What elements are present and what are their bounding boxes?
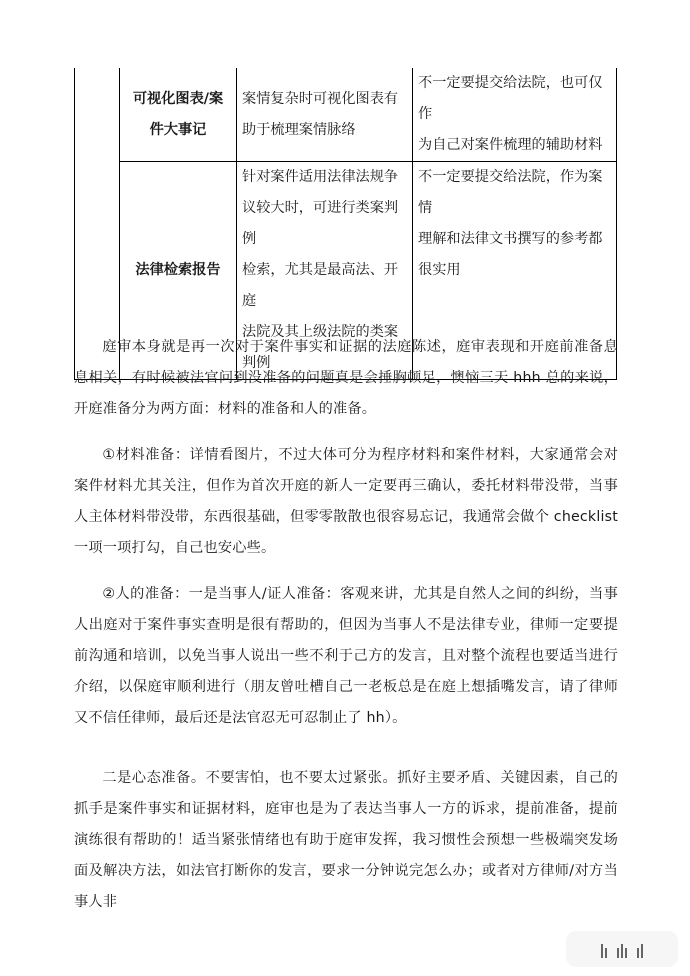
body-paragraph: 二是心态准备。不要害怕，也不要太过紧张。抓好主要矛盾、关键因素，自己的抓手是案件事实和证据材料，庭审也是为了表达当事人一方的诉求，提前准备，提前演练很有帮助的！适当紧张情绪也有助于庭审发挥，我习惯性会预想一些极端突发场面及解决方法，如法官打断你的发言，要求一分钟说完怎么办；或者对方律师/对方当事人非 <box>74 770 618 910</box>
item-note-cell <box>413 68 617 162</box>
note-line: 很实用 <box>418 262 461 278</box>
body-paragraph: ②人的准备：一是当事人/证人准备：客观来讲，尤其是自然人之间的纠纷，当事人出庭对于案件事实查明是很有帮助的，但因为当事人不是法律专业，律师一定要提前沟通和培训，以免当事人说出一些不利于己方的发言，且对整个流程也要适当进行介绍，以保庭审顺利进行（朋友曾吐槽自己一老板总是在庭上想插嘴发言，请了律师又不信任律师，最后还是法官忍无可忍制止了 hh）。 <box>74 586 618 726</box>
description-line: 议较大时，可进行类案判例 <box>242 200 399 247</box>
description-line: 针对案件适用法律法规争 <box>242 169 399 185</box>
bar-chart-icon <box>641 944 643 958</box>
item-label-cell <box>120 68 237 162</box>
bar-chart-icon <box>605 948 619 958</box>
table-row <box>75 68 617 162</box>
description-line: 检索，尤其是最高法、开庭 <box>242 262 399 309</box>
bar-chart-icon <box>601 944 603 958</box>
body-paragraph: ①材料准备：详情看图片，不过大体可分为程序材料和案件材料，大家通常会对案件材料尤其关注，但作为首次开庭的新人一定要再三确认，委托材料带没带，当事人主体材料带没带，东西很基础，但零零散散也很容易忘记，我通常会做个 checklist 一项一项打勾，自己也安心些。 <box>74 447 618 556</box>
item-label-line: 件大事记 <box>149 121 207 138</box>
item-label-line: 法律检索报告 <box>135 262 221 278</box>
description-line: 助于梳理案情脉络 <box>242 121 356 138</box>
stats-toolbar-button[interactable] <box>566 931 678 967</box>
description-line: 案情复杂时可视化图表有 <box>242 90 399 107</box>
note-line: 不一定要提交给法院，也可仅作 <box>418 75 603 122</box>
note-line: 理解和法律文书撰写的参考都 <box>418 231 603 247</box>
bar-chart-icon <box>621 944 623 958</box>
body-paragraph: 庭审本身就是再一次对于案件事实和证据的法庭陈述，庭审表现和开庭前准备息息相关，有时候被法官问到没准备的问题真是会捶胸顿足，懊恼三天 hhh 总的来说，开庭准备分为两方面：材料的准备和人的准备。 <box>74 339 618 417</box>
note-line: 为自己对案件梳理的辅助材料 <box>418 137 603 153</box>
description-line: 判例 <box>242 355 271 371</box>
item-description-cell <box>237 68 413 162</box>
bar-chart-icon <box>625 948 639 958</box>
item-label-line: 可视化图表/案 <box>132 90 224 107</box>
note-line: 不一定要提交给法院，作为案情 <box>418 169 603 216</box>
description-line: 法院及其上级法院的类案 <box>242 324 399 340</box>
